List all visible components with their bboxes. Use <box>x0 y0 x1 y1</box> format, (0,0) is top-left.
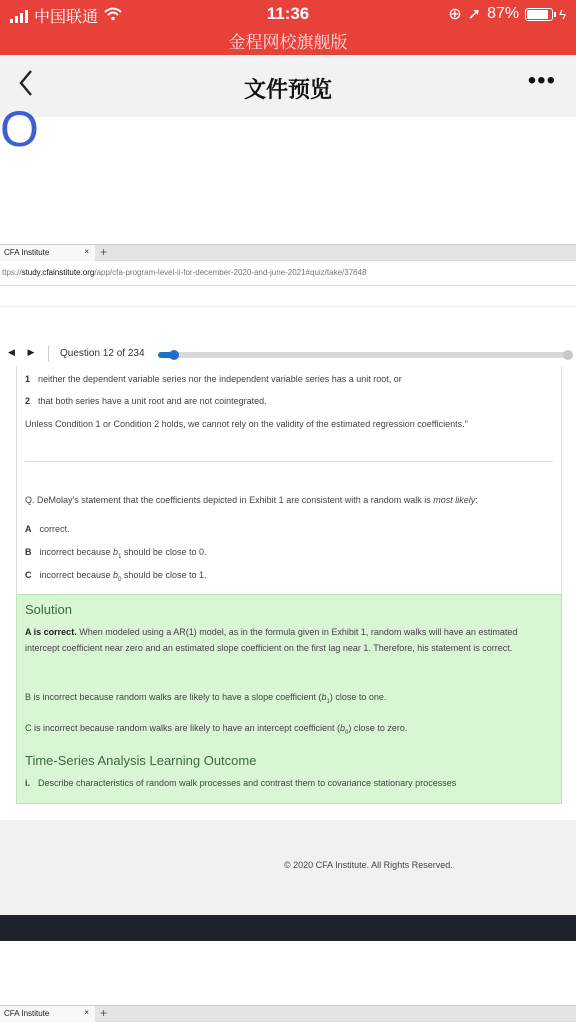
charging-icon: ϟ <box>559 6 566 22</box>
question-colon: : <box>475 495 478 505</box>
learning-outcome-item <box>25 778 456 788</box>
solution-b <box>25 689 549 710</box>
close-icon[interactable]: × <box>84 1008 89 1017</box>
learning-outcome-title: Time-Series Analysis Learning Outcome <box>25 753 257 768</box>
option-text: correct. <box>39 524 70 534</box>
solution-a-bold: A is correct. <box>25 627 77 637</box>
status-icons <box>448 4 566 24</box>
new-tab-button[interactable]: + <box>100 1006 108 1020</box>
page-fragment-letter: O <box>0 101 39 157</box>
url-path: /app/cfa-program-level-ii-for-december-2020-and-june-2021#quiz/take/37648 <box>94 268 367 277</box>
option-var: b <box>113 570 119 580</box>
battery-percent: 87% <box>487 5 520 22</box>
solution-b-sub: 1 <box>326 698 330 705</box>
solution-b-var: b <box>321 692 327 702</box>
option-text: incorrect because <box>39 570 114 580</box>
next-question-icon[interactable]: ▶ <box>27 347 35 357</box>
solution-panel <box>16 594 562 804</box>
page-title: 文件预览 <box>243 77 332 102</box>
app-subtitle: 金程网校旗舰版 <box>228 33 348 52</box>
url-domain: study.cfainstitute.org <box>21 268 95 277</box>
option-b[interactable] <box>25 547 206 560</box>
solution-c-sub: 0 <box>345 729 349 736</box>
option-a[interactable] <box>25 524 70 534</box>
url-prefix: ttps:// <box>2 268 22 277</box>
browser-tab-bar-next-page <box>0 1005 576 1022</box>
status-bar <box>0 0 576 55</box>
solution-a-text: When modeled using a AR(1) model, as in the formula given in Exhibit 1, random walks will have an estimated intercept coefficient near zero and an estimated slope coefficient on the first lag near 1. Therefore, his statement is correct. <box>25 627 518 653</box>
learning-outcome-number: i. <box>25 778 31 788</box>
question-arrows <box>8 347 44 358</box>
condition-number: 2 <box>25 396 31 406</box>
progress-end <box>563 350 573 360</box>
solution-b-end: ) close to one. <box>329 692 387 702</box>
browser-tab-label: CFA Institute <box>4 248 50 257</box>
browser-tab[interactable] <box>0 1006 95 1022</box>
learning-outcome-text: Describe characteristics of random walk processes and contrast them to covariance stationary processes <box>38 778 457 788</box>
option-var: b <box>113 547 119 557</box>
option-letter: C <box>25 570 32 580</box>
close-icon[interactable]: × <box>84 247 89 256</box>
question-emphasis: most likely <box>433 495 476 505</box>
solution-c-text: C is incorrect because random walks are likely to have an intercept coefficient ( <box>25 723 340 733</box>
condition-note <box>25 419 468 429</box>
browser-tab-bar <box>0 244 576 261</box>
option-letter: B <box>25 547 32 557</box>
divider <box>25 461 553 462</box>
option-sub: 1 <box>118 553 122 560</box>
rotation-lock-icon: ⊕ <box>448 6 462 23</box>
copyright: © 2020 CFA Institute. All Rights Reserved. <box>284 860 453 870</box>
question-panel <box>16 366 562 594</box>
question-text: Q. DeMolay's statement that the coefficients depicted in Exhibit 1 are consistent with a random walk is <box>25 495 434 505</box>
clock: 11:36 <box>266 4 310 23</box>
option-text: incorrect because <box>39 547 114 557</box>
browser-bottom-bar <box>0 915 576 941</box>
question-counter: Question 12 of 234 <box>60 348 145 359</box>
carrier-name: 中国联通 <box>34 9 99 26</box>
more-horizontal-icon[interactable]: ••• <box>527 67 556 94</box>
solution-title: Solution <box>25 602 72 617</box>
toolbar-strip <box>0 287 576 307</box>
condition-note-text: Unless Condition 1 or Condition 2 holds, we cannot rely on the validity of the estimated regression coefficients." <box>25 419 468 429</box>
browser-tab-label: CFA Institute <box>4 1009 50 1018</box>
solution-b-text: B is incorrect because random walks are likely to have a slope coefficient ( <box>25 692 322 702</box>
previous-question-icon[interactable]: ◀ <box>8 347 15 357</box>
condition-number: 1 <box>25 374 31 384</box>
question-navigation <box>0 344 576 366</box>
condition-1 <box>25 374 402 384</box>
option-text-end: should be close to 1. <box>121 570 207 580</box>
solution-c <box>25 720 549 741</box>
navigation-bar <box>0 55 576 117</box>
browser-tab[interactable] <box>0 245 95 261</box>
option-c[interactable] <box>25 570 206 583</box>
option-text-end: should be close to 0. <box>121 547 207 557</box>
solution-c-end: ) close to zero. <box>348 723 408 733</box>
location-icon: ➚ <box>467 6 482 23</box>
solution-c-var: b <box>339 723 345 733</box>
condition-text: neither the dependent variable series nor the independent variable series has a unit root, or <box>38 374 402 384</box>
progress-knob[interactable] <box>169 350 179 360</box>
condition-text: that both series have a unit root and are not cointegrated. <box>38 396 267 406</box>
battery-icon <box>525 8 553 21</box>
quiz-progress-bar[interactable] <box>158 352 571 358</box>
solution-a <box>25 624 549 656</box>
question-stem <box>25 495 478 505</box>
page-footer <box>0 820 576 915</box>
new-tab-button[interactable]: + <box>100 245 108 259</box>
divider <box>48 346 49 362</box>
address-bar[interactable] <box>0 262 576 286</box>
option-sub: 0 <box>118 576 122 583</box>
condition-2 <box>25 396 267 406</box>
option-letter: A <box>25 524 32 534</box>
